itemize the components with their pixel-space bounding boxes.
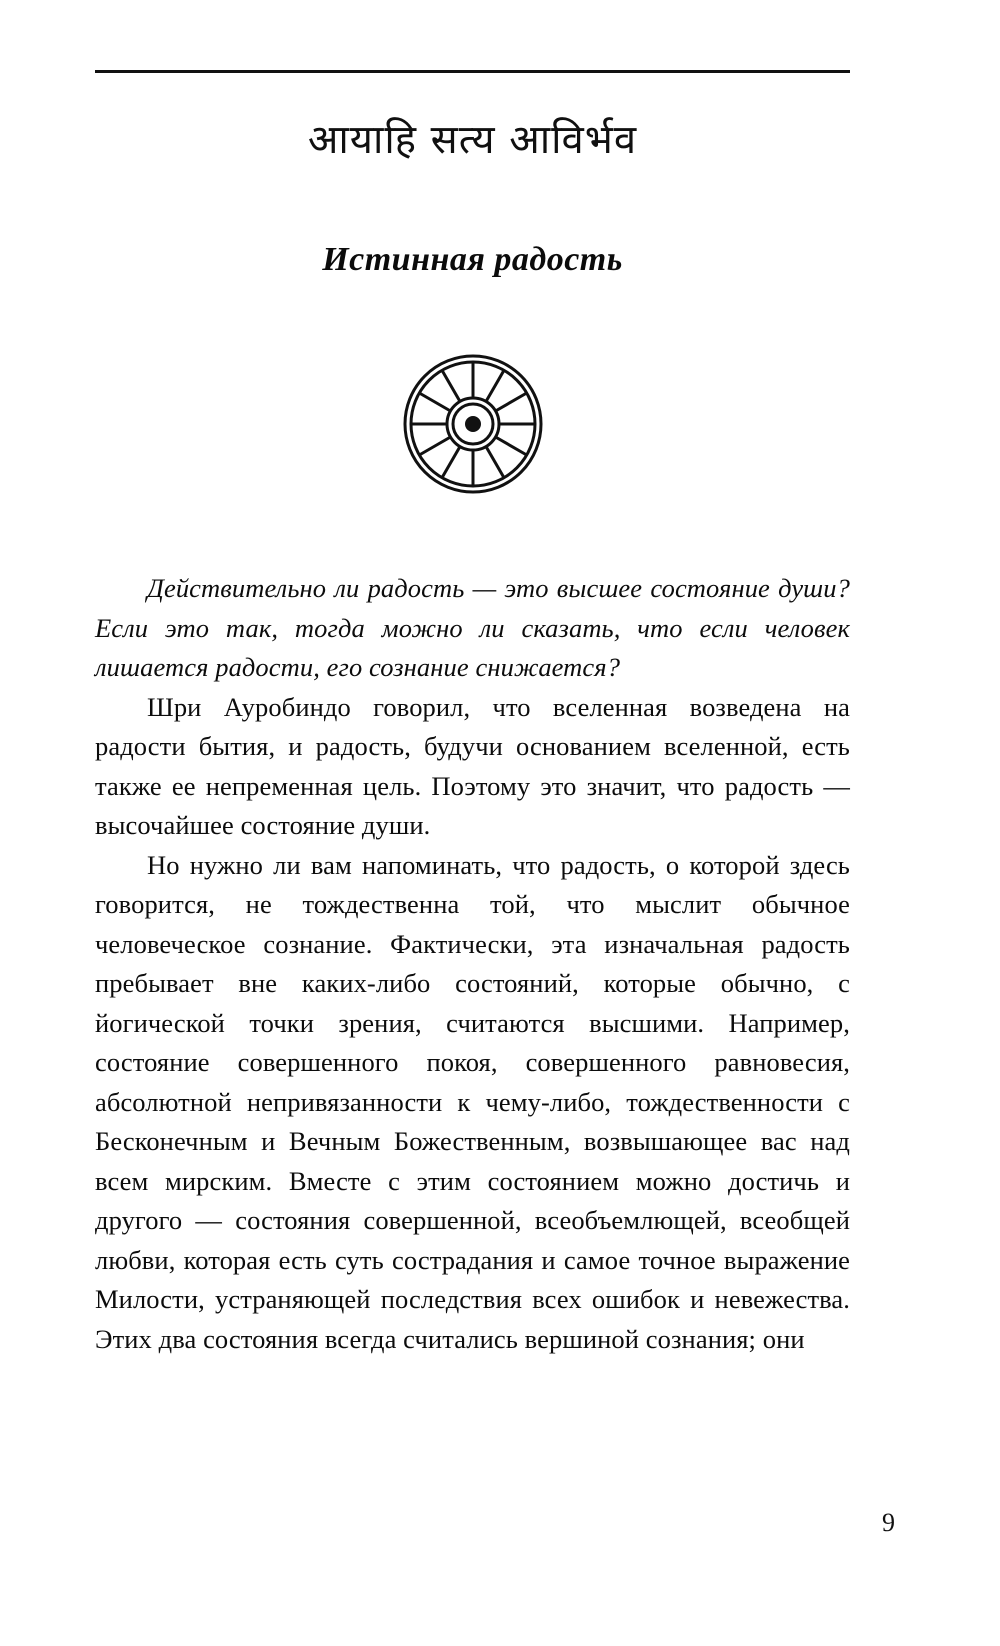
page-content: [95, 70, 850, 1359]
paragraph-question: Действительно ли радость — это высшее состояние души? Если это так, тогда можно ли сказать, что если человек лишается радости, его сознание снижается?: [95, 573, 850, 682]
ornament-container: [95, 339, 850, 509]
page-number: 9: [882, 1508, 895, 1537]
body-text: [95, 569, 850, 1359]
paragraph-2: Но нужно ли вам напоминать, что радость, о которой здесь говорится, не тождественна той, что мыслит обычное человеческое сознание. Фактически, эта изначальная радость пребывает вне каких-либо состояний, которые обычно, с йогической точки зрения, считаются высшими. Например, состояние совершенного покоя, совершенного равновесия, абсолютной непривязанности к чему-либо, тождественности с Бесконечным и Вечным Божественным, возвышающее вас над всем мирским. Вместе с этим состоянием можно достичь и другого — состояния совершенной, всеобъемлющей, всеобщей любви, которая есть суть сострадания и самое точное выражение Милости, устраняющей последствия всех ошибок и невежества. Этих два состояния всегда считались вершиной сознания; они: [95, 849, 850, 1354]
sanskrit-title: आयाहि सत्य आविर्भव: [307, 117, 638, 163]
dharma-wheel-icon: [388, 339, 558, 509]
header-rule: [95, 70, 850, 73]
paragraph-1: Шри Ауробиндо говорил, что вселенная возведена на радости бытия, и радость, будучи основанием вселенной, есть также ее непременная цель. Поэтому это значит, что радость — высочайшее состояние души.: [95, 691, 850, 840]
chapter-title: Истинная радость: [322, 241, 623, 278]
